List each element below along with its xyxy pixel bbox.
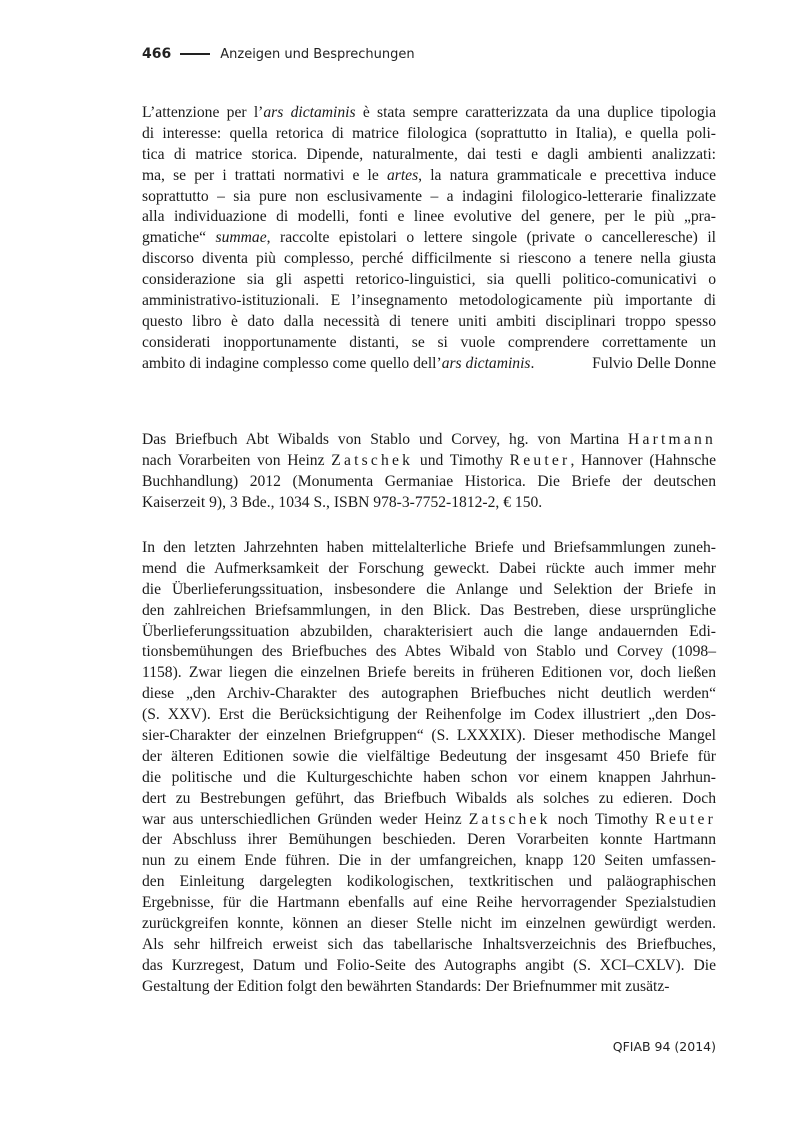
italic-term: ars dictaminis	[441, 354, 531, 372]
text-run: zurückgreifen konnte, können an dieser Stelle nicht im einzelnen gewürdigt werden.	[142, 915, 716, 933]
text-run: war aus unterschiedlichen Gründen weder Heinz	[142, 810, 469, 828]
text-line	[142, 601, 716, 622]
text-run: alla individuazione di modelli, fonti e linee evolutive del genere, per le più „pra-	[142, 208, 716, 226]
author-signature: Fulvio Delle Donne	[592, 354, 716, 372]
text-line	[142, 956, 716, 977]
text-run: der Abschluss ihrer Bemühungen beschieden. Deren Vorarbeiten konnte Hartmann	[142, 831, 716, 849]
text-run: gmatiche“	[142, 229, 216, 247]
text-line	[142, 103, 716, 124]
text-run: amministrativo-istituzionali. E l’insegnamento metodologicamente più importante di	[142, 292, 716, 310]
text-run: considerati inopportunamente distanti, se si vuole comprendere correttamente un	[142, 333, 716, 351]
text-run: 1158). Zwar liegen die einzelnen Briefe bereits in früheren Editionen vor, doch ließen	[142, 664, 716, 682]
text-line	[142, 270, 716, 291]
text-run: sier-Charakter der einzelnen Briefgruppen“ (S. LXXXIX). Dieser methodische Mangel	[142, 727, 716, 745]
text-run: dert zu Bestrebungen geführt, das Briefbuch Wibalds als solches zu edieren. Doch	[142, 789, 716, 807]
text-line	[142, 663, 716, 684]
text-run: Das Briefbuch Abt Wibalds von Stablo und Corvey, hg. von Martina	[142, 431, 629, 448]
text-run: .	[530, 354, 535, 372]
text-run: questo libro è dato dalla necessità di tenere uniti ambiti disciplinari troppo spesso	[142, 312, 716, 330]
text-run: Buchhandlung) 2012 (Monumenta Germaniae Historica. Die Briefe der deutschen	[142, 472, 716, 490]
text-line	[142, 726, 716, 747]
text-run: soprattutto – sia pure non esclusivamente – a indagini filologico-letterarie finalizzate	[142, 187, 716, 205]
text-run: è stata sempre caratterizzata da una duplice tipologia	[355, 104, 716, 121]
text-run: Überlieferungssituation abzubilden, charakterisiert auch die lange andauernden Edi-	[142, 622, 716, 640]
text-line	[142, 430, 716, 451]
text-line	[142, 622, 716, 643]
spaced-name: Reuter	[509, 451, 571, 469]
text-line	[142, 291, 716, 312]
italic-term: ars dictaminis	[263, 104, 356, 121]
text-line	[142, 977, 716, 998]
text-run: , Hannover (Hahnsche	[570, 451, 717, 469]
text-line	[142, 872, 716, 893]
text-line	[142, 789, 716, 810]
spaced-name: Zatschek	[468, 810, 551, 828]
text-line	[142, 451, 716, 472]
text-run: der älteren Editionen sowie die vielfältige Bedeutung der insgesamt 450 Briefe für	[142, 747, 716, 765]
spaced-name: Zatschek	[331, 451, 414, 469]
text-run: nach Vorarbeiten von Heinz	[142, 451, 332, 469]
text-line	[142, 312, 716, 333]
text-line	[142, 228, 716, 249]
text-line	[142, 580, 716, 601]
text-line	[142, 705, 716, 726]
text-run: L’attenzione per l’	[142, 104, 264, 121]
text-run: noch Timothy	[550, 810, 656, 828]
text-line	[142, 810, 716, 831]
text-line	[142, 472, 716, 493]
running-head	[142, 44, 415, 64]
text-line	[142, 893, 716, 914]
text-run: , raccolte epistolari o lettere singole (private o cancelleresche) il	[266, 229, 716, 247]
text-run: , la natura grammaticale e precettiva induce	[418, 166, 717, 184]
text-run: (S. XXV). Erst die Berücksichtigung der Reihenfolge im Codex illustriert „den Dos-	[142, 706, 716, 724]
text-line	[142, 914, 716, 935]
bibliographic-entry	[142, 430, 716, 514]
text-run: und Timothy	[413, 451, 510, 469]
text-line	[142, 559, 716, 580]
text-run: Gestaltung der Edition folgt den bewährten Standards: Der Briefnummer mit zusätz-	[142, 977, 670, 995]
text-line	[142, 166, 716, 187]
text-run: Ergebnisse, für die Hartmann ebenfalls auf eine Reihe hervorragender Spezialstudien	[142, 894, 716, 912]
text-line	[142, 207, 716, 228]
text-line	[142, 124, 716, 145]
text-run: di interesse: quella retorica di matrice filologica (soprattutto in Italia), e quella poli-	[142, 124, 716, 142]
text-run: den zahlreichen Briefsammlungen, in den Blick. Das Bestreben, diese ursprüngliche	[142, 601, 716, 619]
text-run: den Einleitung dargelegten kodikologischen, textkritischen und paläographischen	[142, 873, 716, 891]
text-line	[142, 935, 716, 956]
section-title: Anzeigen und Besprechungen	[220, 46, 415, 62]
text-line	[142, 333, 716, 354]
italian-review-paragraph	[142, 103, 716, 375]
text-run: das Kurzregest, Datum und Folio-Seite des Autographs angibt (S. XCI–CXLV). Die	[142, 956, 716, 974]
spaced-name: Reuter	[655, 810, 717, 828]
spaced-name: Hartmann	[628, 431, 716, 448]
text-run: In den letzten Jahrzehnten haben mittelalterliche Briefe und Briefsammlungen zuneh-	[142, 539, 716, 556]
text-run: considerazione sia gli aspetti retorico-linguistici, sia quelli politico-comunicativi o	[142, 271, 716, 289]
text-run: die politische und die Kulturgeschichte haben schon vor einem knappen Jahrhun-	[142, 768, 716, 786]
text-line	[142, 249, 716, 270]
text-line	[142, 493, 716, 514]
page-number: 466	[142, 46, 172, 62]
text-run: mend die Aufmerksamkeit der Forschung geweckt. Dabei rückte auch immer mehr	[142, 559, 716, 577]
german-review-paragraph	[142, 538, 716, 998]
text-run: ambito di indagine complesso come quello dell’	[142, 354, 442, 372]
text-run: tionsbemühungen des Briefbuches des Abtes Wibald von Stablo und Corvey (1098–	[142, 643, 716, 661]
text-run: Als sehr hilfreich erweist sich das tabellarische Inhaltsverzeichnis des Briefbuches,	[142, 935, 716, 953]
italic-term: summae	[215, 229, 267, 247]
text-run: die Überlieferungssituation, insbesondere die Anlange und Selektion der Briefe in	[142, 580, 716, 598]
text-line	[142, 642, 716, 663]
text-line	[142, 768, 716, 789]
text-run: tica di matrice storica. Dipende, naturalmente, dai testi e dagli ambienti analizzati:	[142, 145, 716, 163]
text-line	[142, 747, 716, 768]
text-run: discorso diventa più complesso, perché difficilmente si riescono a tenere nella giusta	[142, 250, 716, 268]
text-line	[142, 354, 716, 375]
italic-term: artes	[386, 166, 419, 184]
journal-footer: QFIAB 94 (2014)	[612, 1039, 716, 1054]
text-run: ma, se per i trattati normativi e le	[142, 166, 387, 184]
text-run: nun zu einem Ende führen. Die in der umfangreichen, knapp 120 Seiten umfassen-	[142, 852, 716, 870]
text-line	[142, 684, 716, 705]
text-run: Kaiserzeit 9), 3 Bde., 1034 S., ISBN 978-3-7752-1812-2, € 150.	[142, 493, 543, 511]
text-line	[142, 830, 716, 851]
text-line	[142, 187, 716, 208]
header-rule	[180, 53, 210, 55]
text-line	[142, 538, 716, 559]
text-line	[142, 145, 716, 166]
text-run: diese „den Archiv-Charakter des autographen Briefbuches nicht deutlich werden“	[142, 685, 716, 703]
text-line	[142, 851, 716, 872]
